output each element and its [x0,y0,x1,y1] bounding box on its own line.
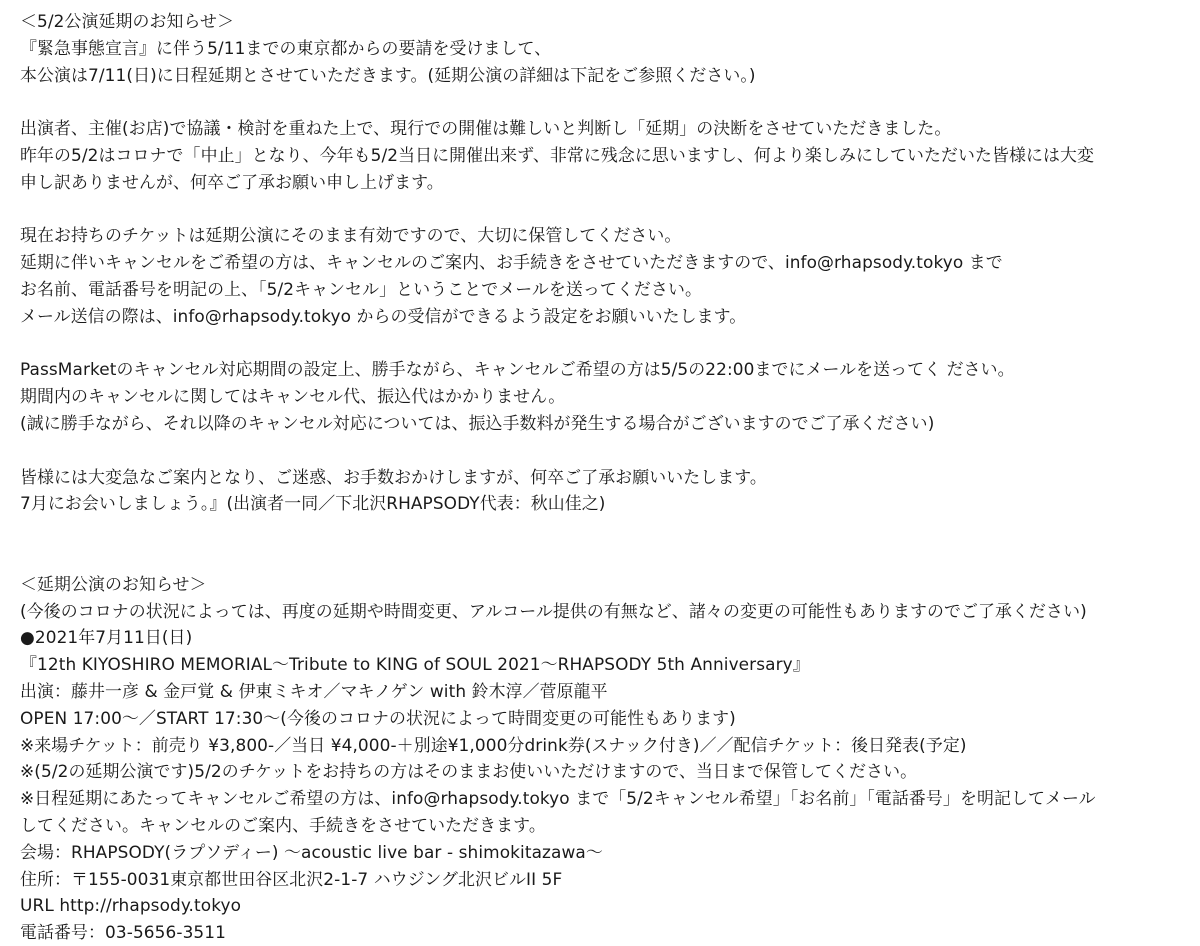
new-show-cancel-line-1: ※日程延期にあたってキャンセルご希望の方は、info@rhapsody.tokyo まで「5/2キャンセル希望」「お名前」「電話番号」を明記してメール [20,788,1096,809]
cancel-period-line-2: 期間内のキャンセルに関してはキャンセル代、振込代はかかりません。 [20,386,566,407]
new-show-cancel-line-2: してください。キャンセルのご案内、手続きをさせていただきます。 [20,814,546,835]
ticket-line-4: メール送信の際は、info@rhapsody.tokyo からの受信ができるよう設定をお願いいたします。 [20,305,747,326]
paragraph-gap [20,330,1200,357]
new-show-heading: ＜延期公演のお知らせ＞ [20,573,207,594]
new-show-note: (今後のコロナの状況によっては、再度の延期や時間変更、アルコール提供の有無など、諸々の変更の可能性もありますのでご了承ください) [20,600,1087,621]
new-show-times: OPEN 17:00〜／START 17:30〜(今後のコロナの状況によって時間変更の可能性もあります) [20,707,736,728]
postponement-line-2: 本公演は7/11(日)に日程延期とさせていただきます。(延期公演の詳細は下記をご参照ください。) [20,64,756,85]
postponement-line-1: 『緊急事態宣言』に伴う5/11までの東京都からの要請を受けまして、 [20,37,552,58]
section-gap [20,544,1200,571]
decision-line-3: 申し訳ありませんが、何卒ご了承お願い申し上げます。 [20,171,444,192]
new-show-performers: 出演：藤井一彦 & 金戸覚 & 伊東ミキオ／マキノゲン with 鈴木淳／菅原龍平 [20,680,608,701]
closing-line-1: 皆様には大変急なご案内となり、ご迷惑、お手数おかけしますが、何卒ご了承お願いいたします。 [20,466,767,487]
new-show-address: 住所：〒155-0031東京都世田谷区北沢2-1-7 ハウジング北沢ビルII 5F [20,868,563,889]
cancel-period-line-3: (誠に勝手ながら、それ以降のキャンセル対応については、振込手数料が発生する場合がございますのでご了承ください) [20,412,935,433]
ticket-line-3: お名前、電話番号を明記の上、「5/2キャンセル」ということでメールを送ってください。 [20,278,702,299]
ticket-line-2: 延期に伴いキャンセルをご希望の方は、キャンセルのご案内、お手続きをさせていただきますので、info@rhapsody.tokyo まで [20,252,1003,273]
ticket-line-1: 現在お持ちのチケットは延期公演にそのまま有効ですので、大切に保管してください。 [20,225,682,246]
decision-line-2: 昨年の5/2はコロナで「中止」となり、今年も5/2当日に開催出来ず、非常に残念に思いますし、何より楽しみにしていただいた皆様には大変 [20,144,1095,165]
paragraph-gap [20,196,1200,223]
closing-line-2: 7月にお会いしましょう。』(出演者一同／下北沢RHAPSODY代表：秋山佳之) [20,493,606,514]
section-gap [20,517,1200,544]
postponement-heading: ＜5/2公演延期のお知らせ＞ [20,11,235,31]
new-show-venue: 会場：RHAPSODY(ラプソディー) 〜acoustic live bar - shimokitazawa〜 [20,841,603,862]
new-show-date: ●2021年7月11日(日) [20,627,193,648]
cancel-period-line-1: PassMarketのキャンセル対応期間の設定上、勝手ながら、キャンセルご希望の方は5/5の22:00までにメールを送ってく ださい。 [20,359,1015,380]
paragraph-gap [20,88,1200,115]
paragraph-gap [20,437,1200,464]
decision-line-1: 出演者、主催(お店)で協議・検討を重ねた上で、現行での開催は難しいと判断し「延期」の決断をさせていただきました。 [20,118,952,139]
new-show-ticket-note: ※(5/2の延期公演です)5/2のチケットをお持ちの方はそのままお使いいただけますので、当日まで保管してください。 [20,761,918,782]
new-show-tickets: ※来場チケット：前売り ¥3,800-／当日 ¥4,000-＋別途¥1,000分drink券(スナック付き)／／配信チケット：後日発表(予定) [20,734,967,755]
new-show-title: 『12th KIYOSHIRO MEMORIAL〜Tribute to KING of SOUL 2021〜RHAPSODY 5th Anniversary』 [20,654,810,675]
new-show-url: URL http://rhapsody.tokyo [20,895,242,916]
new-show-phone: 電話番号：03-5656-3511 [20,922,226,943]
